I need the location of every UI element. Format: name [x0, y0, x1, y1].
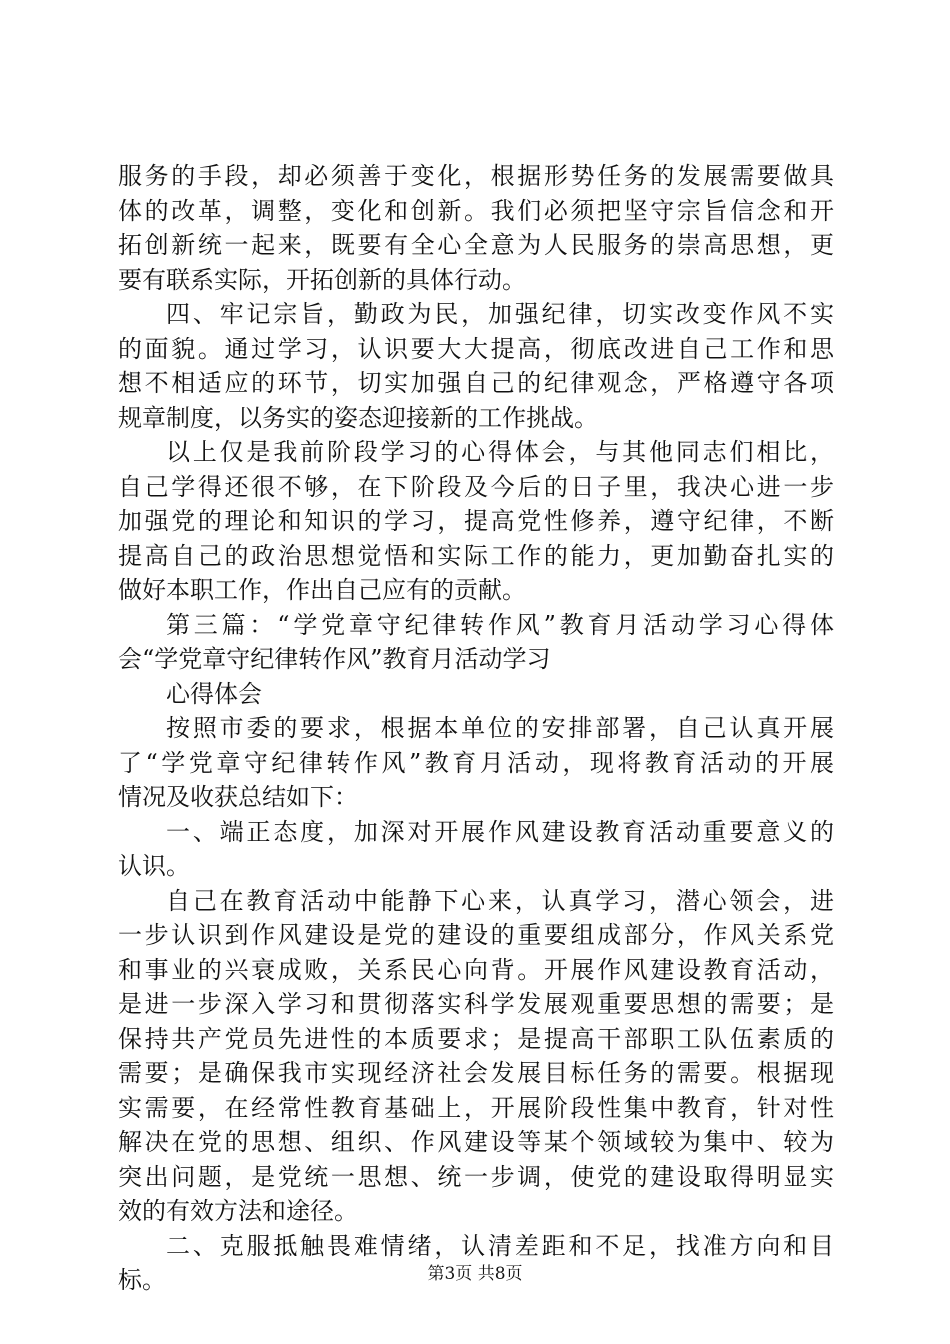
text-line: 突出问题，是党统一思想、统一步调，使党的建设取得明显实	[118, 1162, 834, 1191]
text-line: 自己学得还很不够，在下阶段及今后的日子里，我决心进一步	[118, 472, 834, 501]
text-line: 实需要，在经常性教育基础上，开展阶段性集中教育，针对性	[118, 1093, 834, 1122]
text-line: 心得体会	[166, 679, 262, 708]
text-line: 标。	[118, 1266, 166, 1294]
text-line: 是进一步深入学习和贯彻落实科学发展观重要思想的需要；是	[118, 990, 834, 1018]
text-line: 和事业的兴衰成败，关系民心向背。开展作风建设教育活动，	[118, 955, 834, 984]
text-line: 情况及收获总结如下：	[118, 783, 358, 811]
text-line: 体的改革，调整，变化和创新。我们必须把坚守宗旨信念和开	[118, 196, 834, 225]
text-line: 规章制度，以务实的姿态迎接新的工作挑战。	[118, 403, 598, 432]
page-footer: 第3页 共8页	[427, 1264, 523, 1284]
document-body	[118, 159, 834, 1298]
text-line: 认识。	[118, 852, 190, 880]
text-line: 想不相适应的环节，切实加强自己的纪律观念，严格遵守各项	[118, 369, 834, 397]
text-line: 一步认识到作风建设是党的建设的重要组成部分，作风关系党	[118, 921, 834, 949]
text-line: 的面貌。通过学习，认识要大大提高，彻底改进自己工作和思	[118, 334, 834, 363]
text-line: 四、牢记宗旨，勤政为民，加强纪律，切实改变作风不实	[166, 300, 834, 328]
text-line: 需要；是确保我市实现经济社会发展目标任务的需要。根据现	[118, 1059, 834, 1087]
text-line: 保持共产党员先进性的本质要求；是提高干部职工队伍素质的	[118, 1024, 834, 1053]
text-line: 一、端正态度，加深对开展作风建设教育活动重要意义的	[166, 817, 834, 846]
text-line: 以上仅是我前阶段学习的心得体会，与其他同志们相比，	[166, 438, 834, 466]
text-line: 解决在党的思想、组织、作风建设等某个领域较为集中、较为	[118, 1128, 834, 1156]
text-line: 效的有效方法和途径。	[118, 1197, 358, 1225]
text-line: 二、克服抵触畏难情绪，认清差距和不足，找准方向和目	[166, 1231, 834, 1260]
text-line: 拓创新统一起来，既要有全心全意为人民服务的崇高思想，更	[118, 231, 834, 259]
text-line: 第三篇：“学党章守纪律转作风”教育月活动学习心得体	[166, 610, 834, 639]
text-line: 自己在教育活动中能静下心来，认真学习，潜心领会，进	[166, 886, 834, 915]
text-line: 会“学党章守纪律转作风”教育月活动学习	[118, 645, 551, 673]
text-line: 服务的手段，却必须善于变化，根据形势任务的发展需要做具	[118, 162, 834, 190]
text-line: 做好本职工作，作出自己应有的贡献。	[118, 576, 526, 604]
text-line: 提高自己的政治思想觉悟和实际工作的能力，更加勤奋扎实的	[118, 541, 834, 570]
text-line: 按照市委的要求，根据本单位的安排部署，自己认真开展	[166, 714, 834, 742]
text-line: 要有联系实际，开拓创新的具体行动。	[118, 265, 526, 294]
text-line: 加强党的理论和知识的学习，提高党性修养，遵守纪律，不断	[118, 507, 834, 535]
text-line: 了“学党章守纪律转作风”教育月活动，现将教育活动的开展	[118, 748, 834, 777]
